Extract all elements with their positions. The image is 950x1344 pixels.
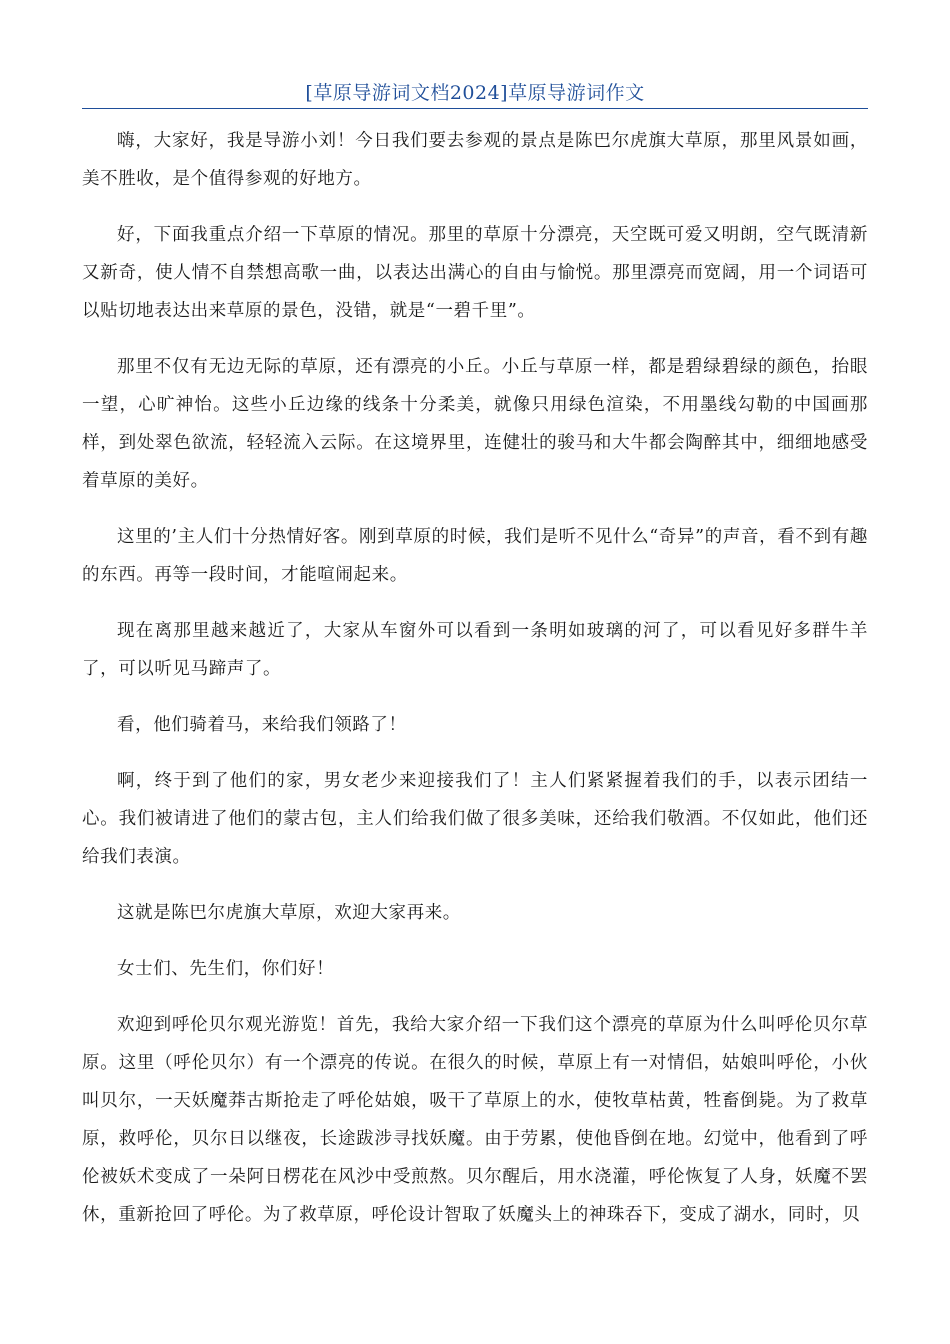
document-body [82,122,868,1252]
paragraph: 现在离那里越来越近了，大家从车窗外可以看到一条明如玻璃的河了，可以看见好多群牛羊了，可以听见马蹄声了。 [82,621,868,679]
paragraph: 好，下面我重点介绍一下草原的情况。那里的草原十分漂亮，天空既可爱又明朗，空气既清新又新奇，使人情不自禁想高歌一曲，以表达出满心的自由与愉悦。那里漂亮而宽阔，用一个词语可以贴切地表达出来草原的景色，没错，就是“一碧千里”。 [82,225,868,321]
header-divider [82,108,868,109]
page-header-title: [草原导游词文档2024]草原导游词作文 [305,82,645,104]
paragraph: 看，他们骑着马，来给我们领路了！ [117,715,407,735]
paragraph: 欢迎到呼伦贝尔观光游览！首先，我给大家介绍一下我们这个漂亮的草原为什么叫呼伦贝尔草原。这里（呼伦贝尔）有一个漂亮的传说。在很久的时候，草原上有一对情侣，姑娘叫呼伦，小伙叫贝尔，一天妖魔莽古斯抢走了呼伦姑娘，吸干了草原上的水，使牧草枯黄，牲畜倒毙。为了救草原，救呼伦，贝尔日以继夜，长途跋涉寻找妖魔。由于劳累，使他昏倒在地。幻觉中，他看到了呼伦被妖术变成了一朵阿日楞花在风沙中受煎熬。贝尔醒后，用水浇灌，呼伦恢复了人身，妖魔不罢休，重新抢回了呼伦。为了救草原，呼伦设计智取了妖魔头上的神珠吞下，变成了湖水，同时，贝 [82,1015,868,1225]
paragraph: 嗨，大家好，我是导游小刘！今日我们要去参观的景点是陈巴尔虎旗大草原，那里风景如画，美不胜收，是个值得参观的好地方。 [82,131,868,189]
paragraph: 女士们、先生们，你们好！ [117,959,335,979]
paragraph: 这就是陈巴尔虎旗大草原，欢迎大家再来。 [117,903,461,923]
paragraph: 那里不仅有无边无际的草原，还有漂亮的小丘。小丘与草原一样，都是碧绿碧绿的颜色，抬眼一望，心旷神怡。这些小丘边缘的线条十分柔美，就像只用绿色渲染，不用墨线勾勒的中国画那样，到处翠色欲流，轻轻流入云际。在这境界里，连健壮的骏马和大牛都会陶醉其中，细细地感受着草原的美好。 [82,357,868,491]
paragraph: 啊，终于到了他们的家，男女老少来迎接我们了！主人们紧紧握着我们的手，以表示团结一心。我们被请进了他们的蒙古包，主人们给我们做了很多美味，还给我们敬酒。不仅如此，他们还给我们表演。 [82,771,868,867]
paragraph: 这里的’主人们十分热情好客。刚到草原的时候，我们是听不见什么“奇异”的声音，看不到有趣的东西。再等一段时间，才能喧闹起来。 [82,527,868,585]
